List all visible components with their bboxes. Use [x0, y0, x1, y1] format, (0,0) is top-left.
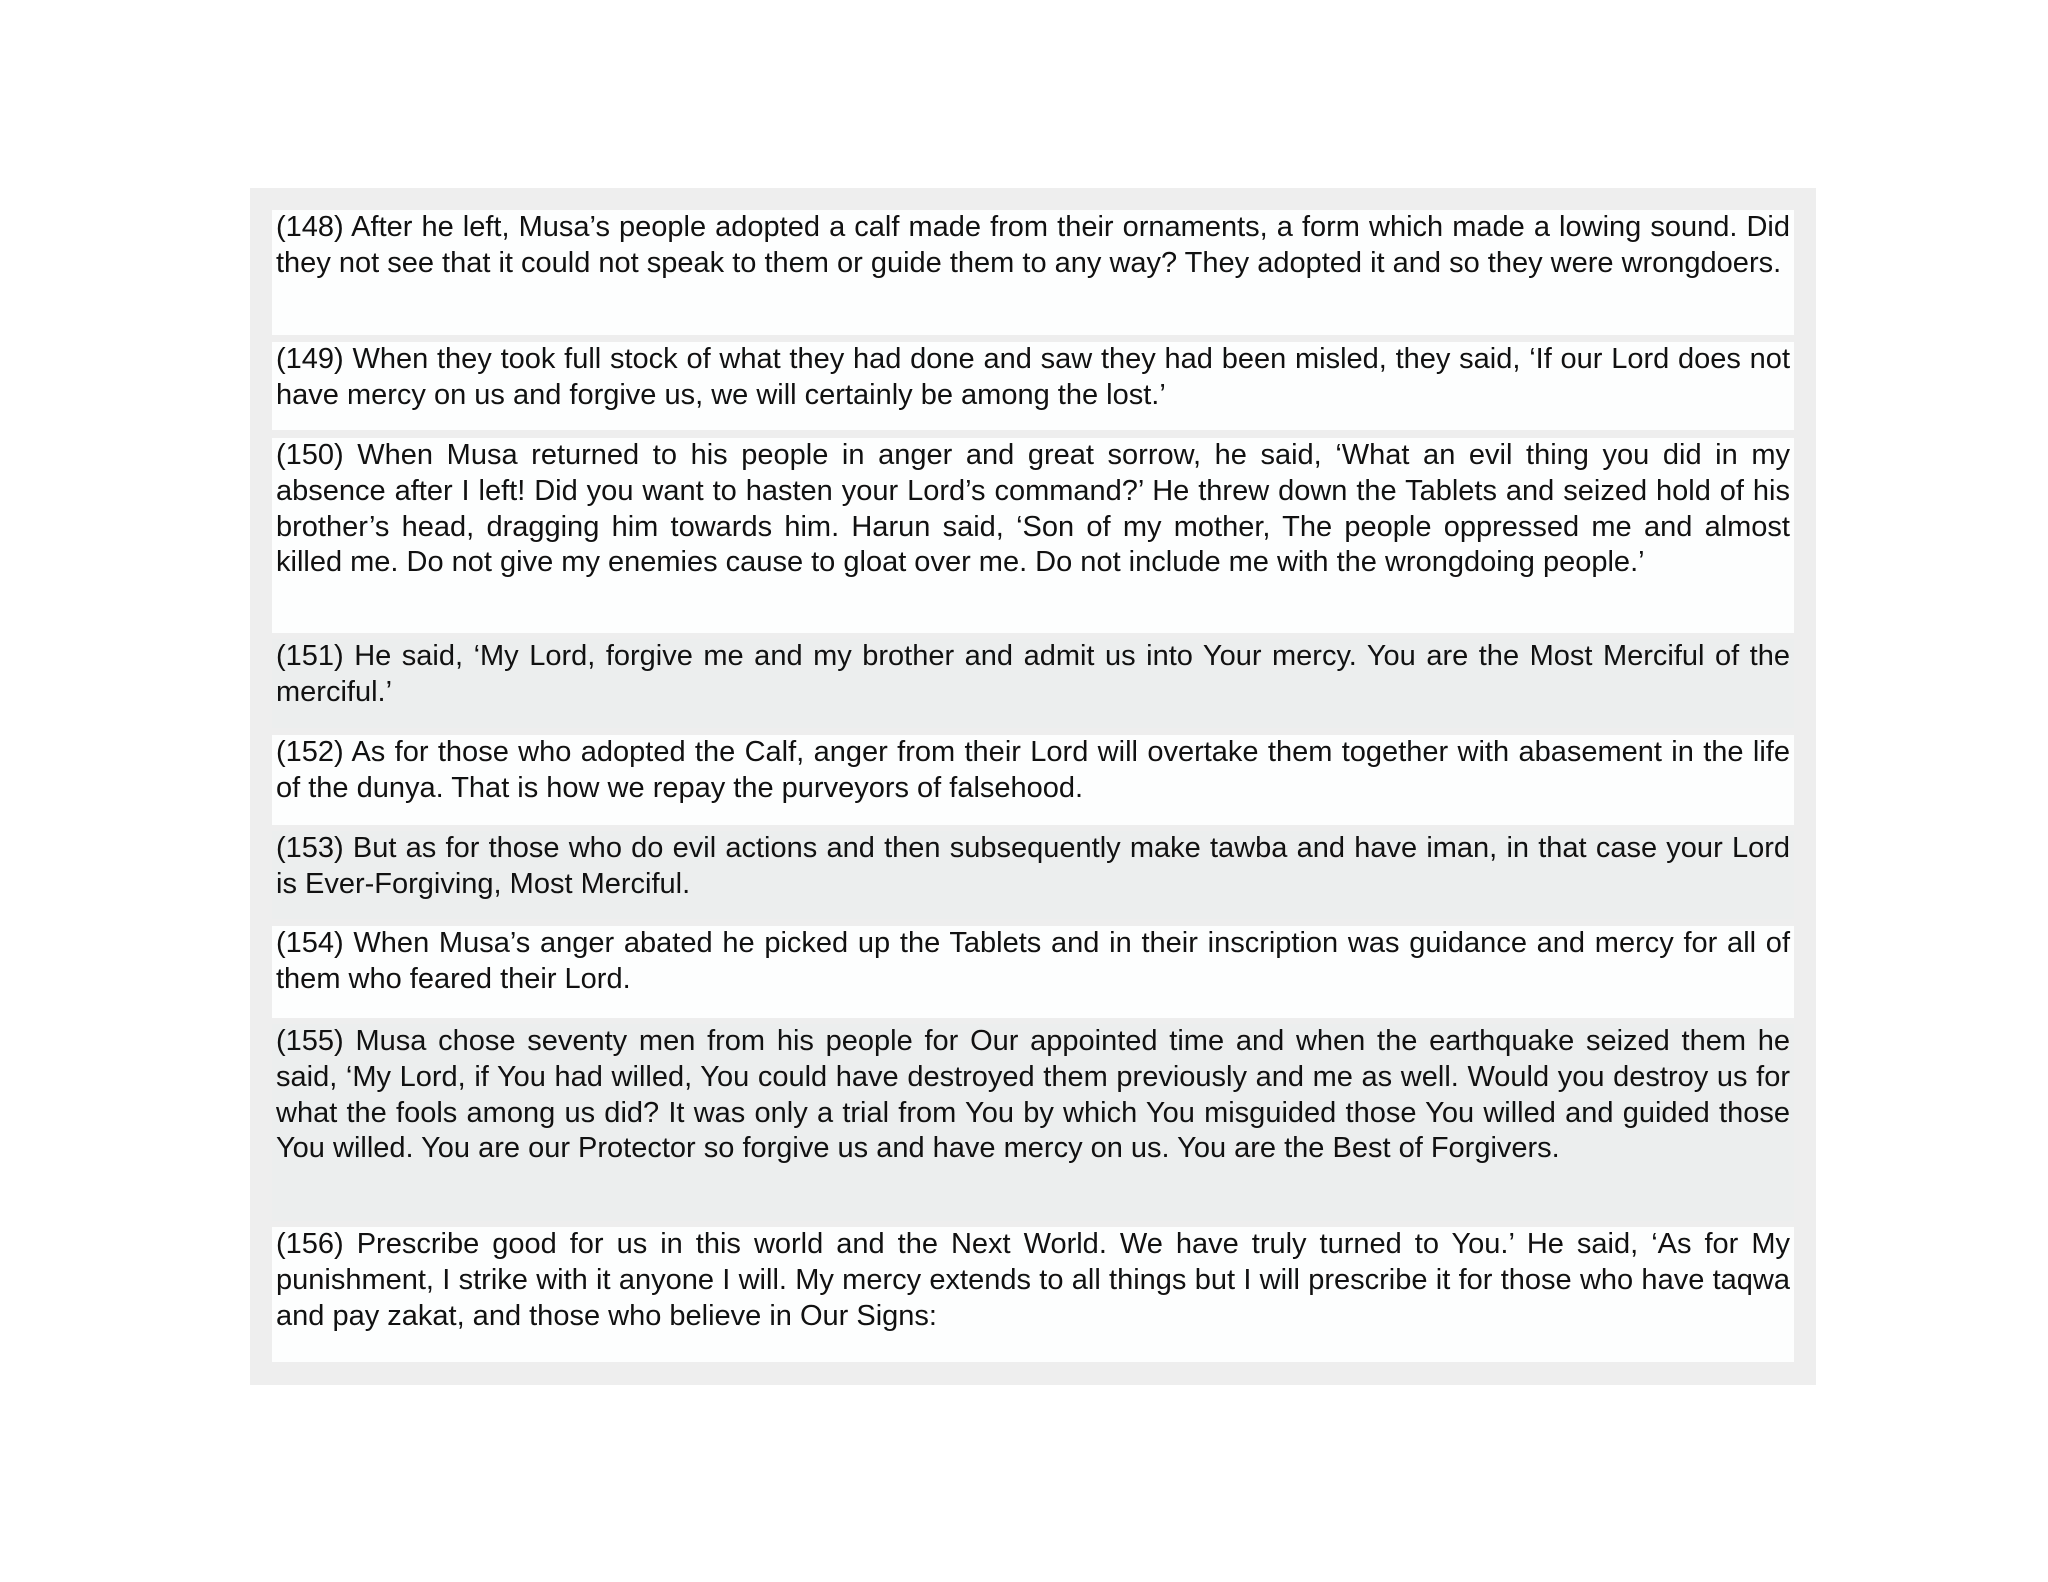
- verse-149: (149) When they took full stock of what they had done and saw they had been misled, they said, ‘If our Lord does not have mercy on us and forgive us, we will certainly be among the lost.’: [272, 342, 1794, 430]
- verse-150: (150) When Musa returned to his people in anger and great sorrow, he said, ‘What an evil thing you did in my absence after I left! Did you want to hasten your Lord’s command?’ He threw down the Tablets and seized hold of his brother’s head, dragging him towards him. Harun said, ‘Son of my mother, The people oppressed me and almost killed me. Do not give my enemies cause to gloat over me. Do not include me with the wrongdoing people.’: [272, 438, 1794, 633]
- verses-panel: [250, 188, 1816, 1385]
- verse-148: (148) After he left, Musa’s people adopted a calf made from their ornaments, a form which made a lowing sound. Did they not see that it could not speak to them or guide them to any way? They adopted it and so they were wrongdoers.: [272, 210, 1794, 335]
- verse-151: (151) He said, ‘My Lord, forgive me and my brother and admit us into Your mercy. You are the Most Merciful of the merciful.’: [272, 639, 1794, 728]
- verse-152: (152) As for those who adopted the Calf, anger from their Lord will overtake them together with abasement in the life of the dunya. That is how we repay the purveyors of falsehood.: [272, 735, 1794, 825]
- verse-156: (156) Prescribe good for us in this world and the Next World. We have truly turned to You.’ He said, ‘As for My punishment, I strike with it anyone I will. My mercy extends to all things but I will prescribe it for those who have taqwa and pay zakat, and those who believe in Our Signs:: [272, 1227, 1794, 1362]
- verse-155: (155) Musa chose seventy men from his people for Our appointed time and when the earthquake seized them he said, ‘My Lord, if You had willed, You could have destroyed them previously and me as well. Would you destroy us for what the fools among us did? It was only a trial from You by which You misguided those You willed and guided those You willed. You are our Protector so forgive us and have mercy on us. You are the Best of Forgivers.: [272, 1024, 1794, 1221]
- verse-154: (154) When Musa’s anger abated he picked up the Tablets and in their inscription was guidance and mercy for all of them who feared their Lord.: [272, 926, 1794, 1018]
- verse-153: (153) But as for those who do evil actions and then subsequently make tawba and have iman, in that case your Lord is Ever-Forgiving, Most Merciful.: [272, 831, 1794, 919]
